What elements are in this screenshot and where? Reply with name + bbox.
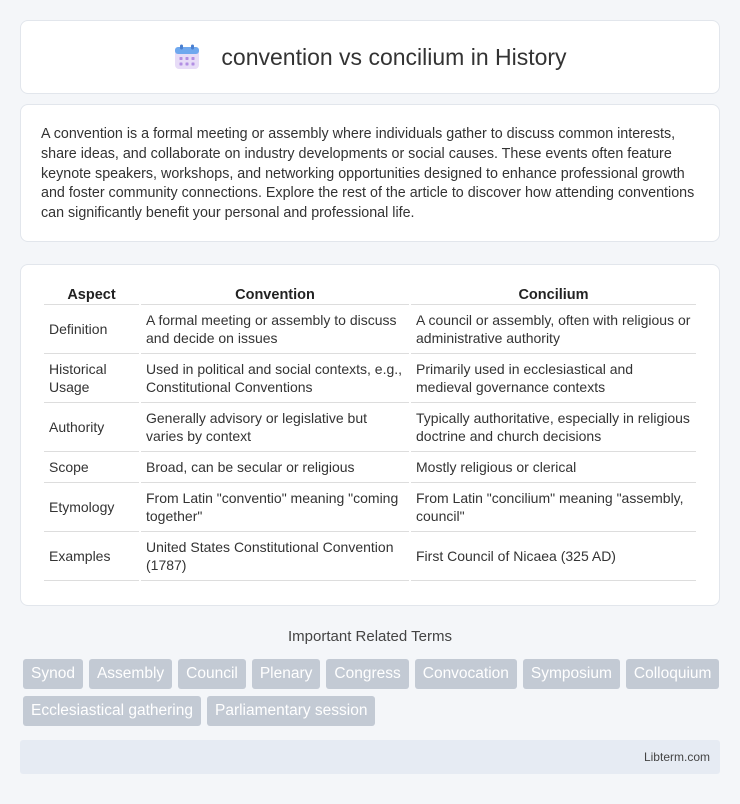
intro-card (20, 104, 720, 242)
tag-synod[interactable]: Synod (23, 659, 83, 689)
cell-convention: Used in political and social contexts, e.g., Constitutional Conventions (141, 354, 409, 403)
cell-concilium: Mostly religious or clerical (411, 452, 696, 483)
cell-convention: From Latin "conventio" meaning "coming together" (141, 483, 409, 532)
table-header-row (44, 285, 696, 305)
cell-concilium: First Council of Nicaea (325 AD) (411, 532, 696, 581)
cell-aspect: Historical Usage (44, 354, 139, 403)
cell-concilium: Typically authoritative, especially in religious doctrine and church decisions (411, 403, 696, 452)
column-header-aspect: Aspect (44, 285, 139, 305)
tag-symposium[interactable]: Symposium (523, 659, 620, 689)
cell-convention: Broad, can be secular or religious (141, 452, 409, 483)
table-row (44, 305, 696, 354)
cell-aspect: Definition (44, 305, 139, 354)
tag-parliamentary-session[interactable]: Parliamentary session (207, 696, 375, 726)
cell-aspect: Scope (44, 452, 139, 483)
cell-convention: A formal meeting or assembly to discuss and decide on issues (141, 305, 409, 354)
header-card (20, 20, 720, 94)
cell-convention: United States Constitutional Convention (1787) (141, 532, 409, 581)
table-row (44, 483, 696, 532)
cell-aspect: Examples (44, 532, 139, 581)
table-row (44, 403, 696, 452)
cell-aspect: Etymology (44, 483, 139, 532)
cell-concilium: A council or assembly, often with religious or administrative authority (411, 305, 696, 354)
table-row (44, 452, 696, 483)
cell-concilium: Primarily used in ecclesiastical and medieval governance contexts (411, 354, 696, 403)
tag-ecclesiastical-gathering[interactable]: Ecclesiastical gathering (23, 696, 201, 726)
tag-congress[interactable]: Congress (326, 659, 408, 689)
tag-colloquium[interactable]: Colloquium (626, 659, 720, 689)
calendar-icon (173, 43, 201, 71)
column-header-concilium: Concilium (411, 285, 696, 305)
footer (20, 740, 720, 774)
cell-aspect: Authority (44, 403, 139, 452)
intro-paragraph: A convention is a formal meeting or assembly where individuals gather to discuss common interests, share ideas, and collaborate on industry developments or social causes. These events often feature keynote speakers, workshops, and networking opportunities designed to enhance professional growth and foster community connections. Explore the rest of the article to discover how attending conventions can significantly benefit your personal and professional life. (41, 126, 695, 222)
footer-site-link[interactable]: Libterm.com (643, 750, 710, 764)
table-row (44, 532, 696, 581)
table-row (44, 354, 696, 403)
related-terms-title: Important Related Terms (288, 628, 452, 645)
comparison-table (42, 285, 698, 581)
cell-convention: Generally advisory or legislative but varies by context (141, 403, 409, 452)
tag-convocation[interactable]: Convocation (415, 659, 517, 689)
tag-assembly[interactable]: Assembly (89, 659, 172, 689)
related-terms-list (23, 659, 723, 726)
cell-concilium: From Latin "concilium" meaning "assembly, council" (411, 483, 696, 532)
tag-plenary[interactable]: Plenary (252, 659, 321, 689)
tag-council[interactable]: Council (178, 659, 246, 689)
comparison-card (20, 264, 720, 606)
page-title: convention vs concilium in History (221, 43, 567, 70)
column-header-convention: Convention (141, 285, 409, 305)
